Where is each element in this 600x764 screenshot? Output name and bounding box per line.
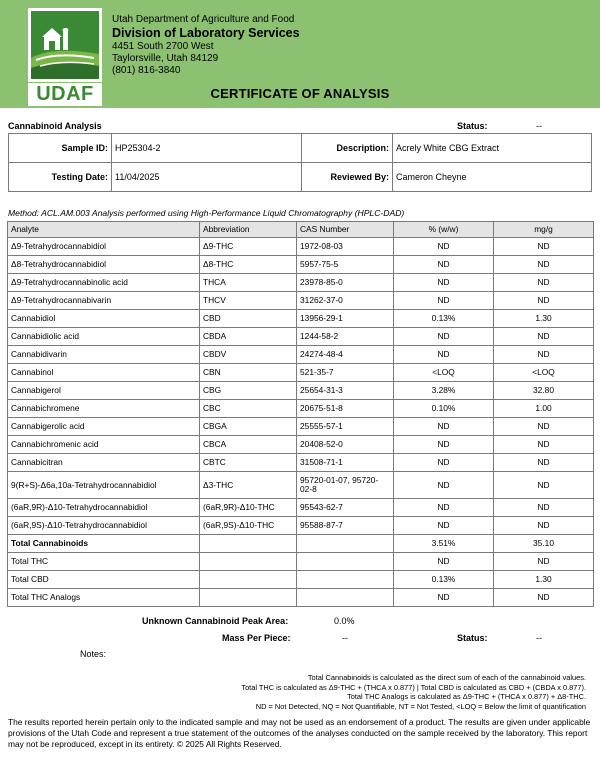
- results-table: [7, 221, 594, 607]
- total-label-cell: Total THC: [8, 553, 200, 571]
- analyte-cell: Cannabidiolic acid: [8, 328, 200, 346]
- table-row: [8, 364, 594, 382]
- total-row: [8, 589, 594, 607]
- cas-cell: 24274-48-4: [297, 346, 394, 364]
- mg-cell: ND: [494, 328, 594, 346]
- pct-cell: ND: [394, 517, 494, 535]
- pct-cell: ND: [394, 454, 494, 472]
- pct-cell: ND: [394, 436, 494, 454]
- total-row: [8, 553, 594, 571]
- cas-cell: 31508-71-1: [297, 454, 394, 472]
- table-row: [8, 328, 594, 346]
- total-mg-cell: ND: [494, 553, 594, 571]
- address-line-1: 4451 South 2700 West: [112, 41, 214, 52]
- pct-cell: 0.10%: [394, 400, 494, 418]
- disclaimer-text: The results reported herein pertain only to the indicated sample and may not be used as an endorsement of a product. The results are given under applicable provisions of the Utah Code and represent a true statement of the outcomes of the analyses conducted on the sample received by the laboratory. This report may not be reproduced, except in its entirety. © 2025 All Rights Reserved.: [8, 717, 591, 749]
- analyte-cell: 9(R+S)-Δ6a,10a-Tetrahydrocannabidiol: [8, 472, 200, 499]
- calc-note: Total Cannabinoids is calculated as the direct sum of each of the cannabinoid values.: [307, 673, 586, 682]
- pct-cell: <LOQ: [394, 364, 494, 382]
- table-row: [8, 418, 594, 436]
- cas-cell: 95543-62-7: [297, 499, 394, 517]
- udaf-logo-icon: [28, 8, 102, 82]
- empty-cell: [297, 535, 394, 553]
- empty-cell: [200, 571, 297, 589]
- col-analyte: Analyte: [8, 222, 200, 238]
- table-row: [8, 346, 594, 364]
- empty-cell: [200, 535, 297, 553]
- mg-cell: ND: [494, 418, 594, 436]
- mg-cell: ND: [494, 238, 594, 256]
- total-mg-cell: ND: [494, 589, 594, 607]
- mg-cell: 1.30: [494, 310, 594, 328]
- abbreviation-cell: THCA: [200, 274, 297, 292]
- empty-cell: [297, 589, 394, 607]
- table-row: [8, 472, 594, 499]
- total-mg-cell: 35.10: [494, 535, 594, 553]
- mg-cell: ND: [494, 499, 594, 517]
- table-row: [8, 310, 594, 328]
- abbreviation-cell: CBDV: [200, 346, 297, 364]
- cas-cell: 23978-85-0: [297, 274, 394, 292]
- cas-cell: 13956-29-1: [297, 310, 394, 328]
- pct-cell: ND: [394, 418, 494, 436]
- mg-cell: 1.00: [494, 400, 594, 418]
- col-cas: CAS Number: [297, 222, 394, 238]
- table-row: [8, 454, 594, 472]
- cas-cell: 20408-52-0: [297, 436, 394, 454]
- footer-status-label: Status:: [457, 633, 488, 643]
- pct-cell: 0.13%: [394, 310, 494, 328]
- status-label: Status:: [457, 121, 488, 131]
- testing-date-value: 11/04/2025: [112, 163, 302, 192]
- mg-cell: ND: [494, 274, 594, 292]
- division-name: Division of Laboratory Services: [112, 26, 300, 40]
- abbreviation-cell: Δ8-THC: [200, 256, 297, 274]
- abbreviation-cell: (6aR,9R)-Δ10-THC: [200, 499, 297, 517]
- table-row: [8, 436, 594, 454]
- total-pct-cell: ND: [394, 553, 494, 571]
- pct-cell: ND: [394, 274, 494, 292]
- col-mg: mg/g: [494, 222, 594, 238]
- cas-cell: 521-35-7: [297, 364, 394, 382]
- pct-cell: ND: [394, 256, 494, 274]
- analyte-cell: Δ9-Tetrahydrocannabidiol: [8, 238, 200, 256]
- analyte-cell: Δ9-Tetrahydrocannabinolic acid: [8, 274, 200, 292]
- unknown-peak-value: 0.0%: [334, 616, 355, 626]
- cas-cell: 1972-08-03: [297, 238, 394, 256]
- analyte-cell: Cannabicitran: [8, 454, 200, 472]
- empty-cell: [297, 553, 394, 571]
- section-label: Cannabinoid Analysis: [8, 121, 102, 131]
- abbreviation-cell: (6aR,9S)-Δ10-THC: [200, 517, 297, 535]
- footer-status-value: --: [536, 633, 542, 643]
- description-value: Acrely White CBG Extract: [393, 134, 592, 163]
- phone-number: (801) 816-3840: [112, 65, 181, 76]
- mg-cell: ND: [494, 292, 594, 310]
- analyte-cell: Cannabigerolic acid: [8, 418, 200, 436]
- description-label: Description:: [302, 134, 393, 163]
- cas-cell: 95588-87-7: [297, 517, 394, 535]
- cas-cell: 31262-37-0: [297, 292, 394, 310]
- table-row: [8, 256, 594, 274]
- mg-cell: 32.80: [494, 382, 594, 400]
- notes-label: Notes:: [80, 649, 107, 659]
- mg-cell: ND: [494, 256, 594, 274]
- calculation-notes: [241, 673, 586, 711]
- col-pct: % (w/w): [394, 222, 494, 238]
- calc-note: Total THC Analogs is calculated as Δ9-THC + (THCA x 0.877) + Δ8-THC.: [347, 692, 586, 701]
- analyte-cell: Cannabigerol: [8, 382, 200, 400]
- status-value: --: [536, 121, 542, 131]
- abbreviation-cell: CBGA: [200, 418, 297, 436]
- empty-cell: [200, 589, 297, 607]
- logo-text: UDAF: [28, 83, 102, 106]
- total-pct-cell: 3.51%: [394, 535, 494, 553]
- pct-cell: 3.28%: [394, 382, 494, 400]
- table-row: [8, 292, 594, 310]
- total-label-cell: Total CBD: [8, 571, 200, 589]
- mg-cell: ND: [494, 454, 594, 472]
- empty-cell: [297, 571, 394, 589]
- department-name: Utah Department of Agriculture and Food: [112, 14, 295, 25]
- reviewed-by-label: Reviewed By:: [302, 163, 393, 192]
- abbreviation-cell: Δ3-THC: [200, 472, 297, 499]
- table-row: [8, 517, 594, 535]
- abbreviation-cell: CBG: [200, 382, 297, 400]
- pct-cell: ND: [394, 238, 494, 256]
- cas-cell: 20675-51-8: [297, 400, 394, 418]
- total-label-cell: Total THC Analogs: [8, 589, 200, 607]
- mg-cell: <LOQ: [494, 364, 594, 382]
- cas-cell: 95720-01-07, 95720-02-8: [297, 472, 394, 499]
- analyte-cell: (6aR,9R)-Δ10-Tetrahydrocannabidiol: [8, 499, 200, 517]
- cas-cell: 25555-57-1: [297, 418, 394, 436]
- abbreviation-cell: CBTC: [200, 454, 297, 472]
- sample-id-label: Sample ID:: [9, 134, 112, 163]
- analyte-cell: Δ8-Tetrahydrocannabidiol: [8, 256, 200, 274]
- address-line-2: Taylorsville, Utah 84129: [112, 53, 219, 64]
- abbreviation-cell: THCV: [200, 292, 297, 310]
- abbreviation-cell: Δ9-THC: [200, 238, 297, 256]
- table-row: [8, 274, 594, 292]
- total-mg-cell: 1.30: [494, 571, 594, 589]
- analyte-cell: Cannabidiol: [8, 310, 200, 328]
- calc-note: ND = Not Detected, NQ = Not Quantifiable, NT = Not Tested, <LOQ = Below the limit of quantification: [255, 701, 586, 711]
- col-abbreviation: Abbreviation: [200, 222, 297, 238]
- mg-cell: ND: [494, 472, 594, 499]
- mass-per-piece-label: Mass Per Piece:: [222, 633, 291, 643]
- table-row: [8, 400, 594, 418]
- analyte-cell: Cannabidivarin: [8, 346, 200, 364]
- total-pct-cell: 0.13%: [394, 571, 494, 589]
- cas-cell: 5957-75-5: [297, 256, 394, 274]
- total-label-cell: Total Cannabinoids: [8, 535, 200, 553]
- method-text: Method: ACL.AM.003 Analysis performed using High-Performance Liquid Chromatography (HPLC-DAD): [8, 208, 405, 218]
- pct-cell: ND: [394, 346, 494, 364]
- table-row: [8, 238, 594, 256]
- cas-cell: 25654-31-3: [297, 382, 394, 400]
- empty-cell: [200, 553, 297, 571]
- abbreviation-cell: CBD: [200, 310, 297, 328]
- table-row: [8, 499, 594, 517]
- pct-cell: ND: [394, 499, 494, 517]
- mass-per-piece-value: --: [342, 633, 348, 643]
- pct-cell: ND: [394, 292, 494, 310]
- mg-cell: ND: [494, 517, 594, 535]
- analyte-cell: Cannabichromene: [8, 400, 200, 418]
- sample-info-table: [8, 133, 592, 192]
- total-row: [8, 571, 594, 589]
- mg-cell: ND: [494, 436, 594, 454]
- cas-cell: 1244-58-2: [297, 328, 394, 346]
- results-header-row: [8, 222, 594, 238]
- abbreviation-cell: CBC: [200, 400, 297, 418]
- total-row: [8, 535, 594, 553]
- abbreviation-cell: CBDA: [200, 328, 297, 346]
- pct-cell: ND: [394, 328, 494, 346]
- table-row: [8, 382, 594, 400]
- total-pct-cell: ND: [394, 589, 494, 607]
- mg-cell: ND: [494, 346, 594, 364]
- analyte-cell: Δ9-Tetrahydrocannabivarin: [8, 292, 200, 310]
- agency-block: [112, 14, 300, 77]
- calc-note: Total THC is calculated as Δ9-THC + (THCA x 0.877) | Total CBD is calculated as CBD + (CBDA x 0.877).: [241, 682, 586, 692]
- analyte-cell: Cannabinol: [8, 364, 200, 382]
- reviewed-by-value: Cameron Cheyne: [393, 163, 592, 192]
- pct-cell: ND: [394, 472, 494, 499]
- analyte-cell: Cannabichromenic acid: [8, 436, 200, 454]
- abbreviation-cell: CBCA: [200, 436, 297, 454]
- testing-date-label: Testing Date:: [9, 163, 112, 192]
- abbreviation-cell: CBN: [200, 364, 297, 382]
- document-title: CERTIFICATE OF ANALYSIS: [210, 86, 390, 101]
- analyte-cell: (6aR,9S)-Δ10-Tetrahydrocannabidiol: [8, 517, 200, 535]
- sample-id-value: HP25304-2: [112, 134, 302, 163]
- unknown-peak-label: Unknown Cannabinoid Peak Area:: [142, 616, 289, 626]
